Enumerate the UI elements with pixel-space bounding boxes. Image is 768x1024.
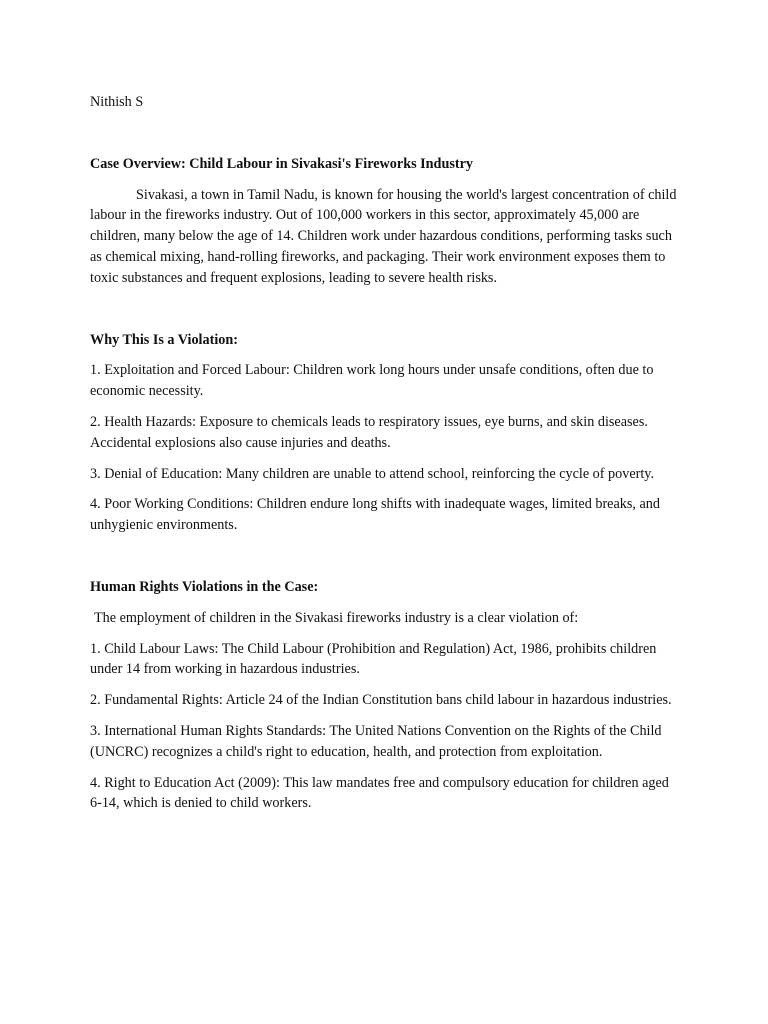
case-overview-heading: Case Overview: Child Labour in Sivakasi's Fireworks Industry xyxy=(90,155,473,172)
violation-item-4: 4. Poor Working Conditions: Children endure long shifts with inadequate wages, limited breaks, and unhygienic environments. xyxy=(90,496,660,534)
case-overview-body: Sivakasi, a town in Tamil Nadu, is known for housing the world's largest concentration of child labour in the fireworks industry. Out of 100,000 workers in this sector, approximately 45,000 are children, many below the age of 14. Children work under hazardous conditions, performing tasks such as chemical mixing, hand-rolling fireworks, and packaging. Their work environment exposes them to toxic substances and frequent explosions, leading to severe health risks. xyxy=(90,186,677,286)
human-rights-item-2: 2. Fundamental Rights: Article 24 of the Indian Constitution bans child labour in hazardous industries. xyxy=(90,692,672,709)
case-overview-section xyxy=(90,154,680,289)
violation-item-2: 2. Health Hazards: Exposure to chemicals leads to respiratory issues, eye burns, and skin diseases. Accidental explosions also cause injuries and deaths. xyxy=(90,413,648,451)
author-name: Nithish S xyxy=(90,94,144,110)
human-rights-item-3: 3. International Human Rights Standards: The United Nations Convention on the Rights of the Child (UNCRC) recognizes a child's right to education, health, and protection from exploitation. xyxy=(90,722,662,760)
human-rights-item-1: 1. Child Labour Laws: The Child Labour (Prohibition and Regulation) Act, 1986, prohibits children under 14 from working in hazardous industries. xyxy=(90,640,657,678)
violation-heading: Why This Is a Violation: xyxy=(90,331,238,348)
document-page xyxy=(90,92,680,855)
human-rights-heading: Human Rights Violations in the Case: xyxy=(90,578,319,595)
violation-section xyxy=(90,330,680,536)
human-rights-intro: The employment of children in the Sivakasi fireworks industry is a clear violation of: xyxy=(94,609,579,626)
human-rights-section xyxy=(90,577,680,814)
human-rights-item-4: 4. Right to Education Act (2009): This law mandates free and compulsory education for children aged 6-14, which is denied to child workers. xyxy=(90,774,669,812)
violation-item-3: 3. Denial of Education: Many children are unable to attend school, reinforcing the cycle of poverty. xyxy=(90,465,655,482)
violation-item-1: 1. Exploitation and Forced Labour: Children work long hours under unsafe conditions, often due to economic necessity. xyxy=(90,362,654,400)
